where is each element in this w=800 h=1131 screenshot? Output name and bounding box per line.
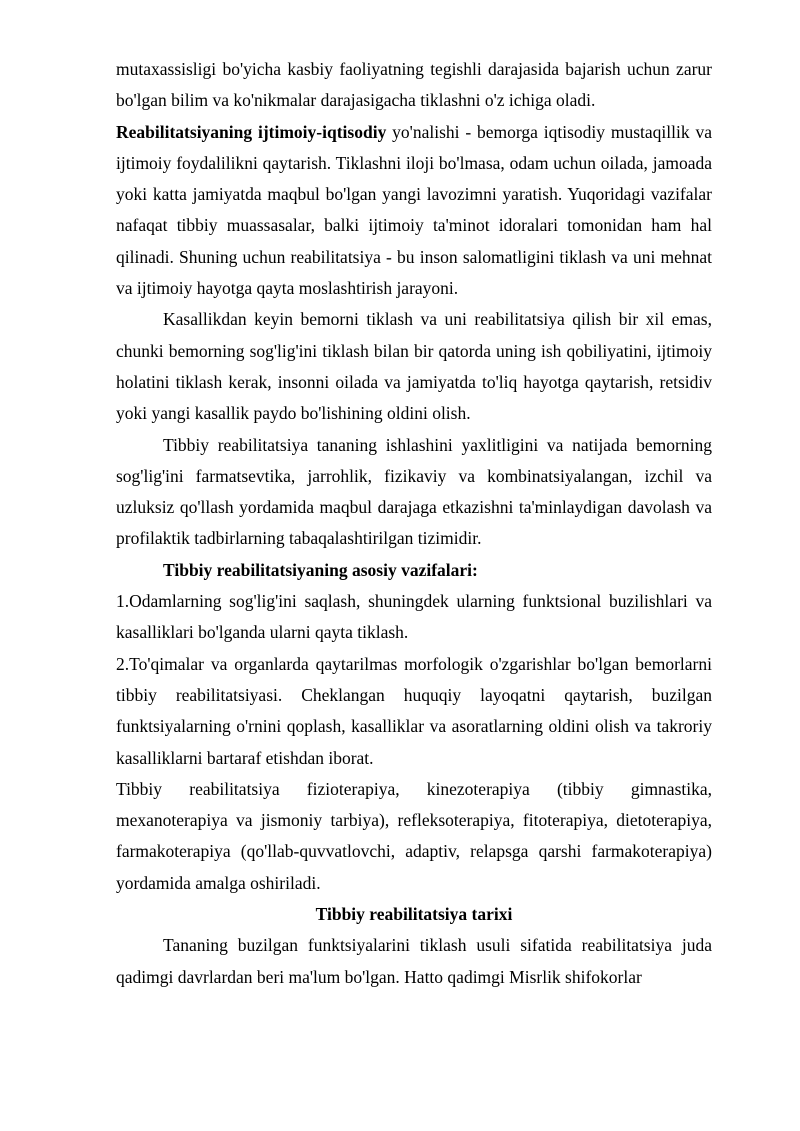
heading-main-tasks: Tibbiy reabilitatsiyaning asosiy vazifalari: — [163, 559, 478, 580]
heading-history: Tibbiy reabilitatsiya tarixi — [315, 904, 513, 925]
paragraph-history: Tananing buzilgan funktsiyalarini tiklash usuli sifatida reabilitatsiya juda qadimgi davrlardan beri ma'lum bo'lgan. Hatto qadimgi Misrlik shifokorlar — [116, 935, 712, 987]
socio-economic-term: Reabilitatsiyaning ijtimoiy-iqtisodiy — [116, 121, 387, 142]
list-item-task-2: 2.To'qimalar va organlarda qaytarilmas morfologik o'zgarishlar bo'lgan bemorlarni tibbiy reabilitatsiyasi. Cheklangan huquqiy layoqatni qaytarish, buzilgan funktsiyalarning o'rnini qoplash, kasalliklar va asoratlarning oldini olish va takroriy kasalliklarni bartaraf etishdan iborat. — [116, 653, 712, 768]
list-item-task-1: 1.Odamlarning sog'lig'ini saqlash, shuningdek ularning funktsional buzilishlari va kasalliklari bo'lganda ularni qayta tiklash. — [116, 591, 712, 643]
paragraph-socio-economic — [116, 117, 712, 305]
paragraph-medical-rehab-definition: Tibbiy reabilitatsiya tananing ishlashini yaxlitligini va natijada bemorning sog'lig'ini farmatsevtika, jarrohlik, fizikaviy va kombinatsiyalangan, izchil va uzluksiz qo'llash yordamida maqbul darajaga etkazishni ta'minlaydigan davolash va profilaktik tadbirlarning tabaqalashtirilgan tizimidir. — [116, 434, 712, 549]
paragraph-methods: Tibbiy reabilitatsiya fizioterapiya, kinezoterapiya (tibbiy gimnastika, mexanoterapiya va jismoniy tarbiya), refleksoterapiya, fitoterapiya, dietoterapiya, farmakoterapiya (qo'llab-quvvatlovchi, adaptiv, relapsga qarshi farmakoterapiya) yordamida amalga oshiriladi. — [116, 778, 712, 893]
paragraph-recovery-vs-rehab: Kasallikdan keyin bemorni tiklash va uni reabilitatsiya qilish bir xil emas, chunki bemorning sog'lig'ini tiklash bilan bir qatorda uning ish qobiliyatini, ijtimoiy holatini tiklash kerak, insonni oilada va jamiyatda to'liq hayotga qaytarish, retsidiv yoki yangi kasallik paydo bo'lishining oldini olish. — [116, 309, 712, 424]
document-page — [116, 54, 712, 993]
socio-economic-text: yo'nalishi - bemorga iqtisodiy mustaqillik va ijtimoiy foydalilikni qaytarish. Tiklashni iloji bo'lmasa, odam uchun oilada, jamoada yoki katta jamiyatda maqbul bo'lgan yangi lavozimni yaratish. Yuqoridagi vazifalar nafaqat tibbiy muassasalar, balki ijtimoiy ta'minot idoralari tomonidan ham hal qilinadi. Shuning uchun reabilitatsiya - bu inson salomatligini tiklash va uni mehnat va ijtimoiy hayotga qayta moslashtirish jarayoni. — [116, 121, 712, 299]
paragraph-continuation: mutaxassisligi bo'yicha kasbiy faoliyatning tegishli darajasida bajarish uchun zarur bo'lgan bilim va ko'nikmalar darajasigacha tiklashni o'z ichiga oladi. — [116, 59, 712, 111]
